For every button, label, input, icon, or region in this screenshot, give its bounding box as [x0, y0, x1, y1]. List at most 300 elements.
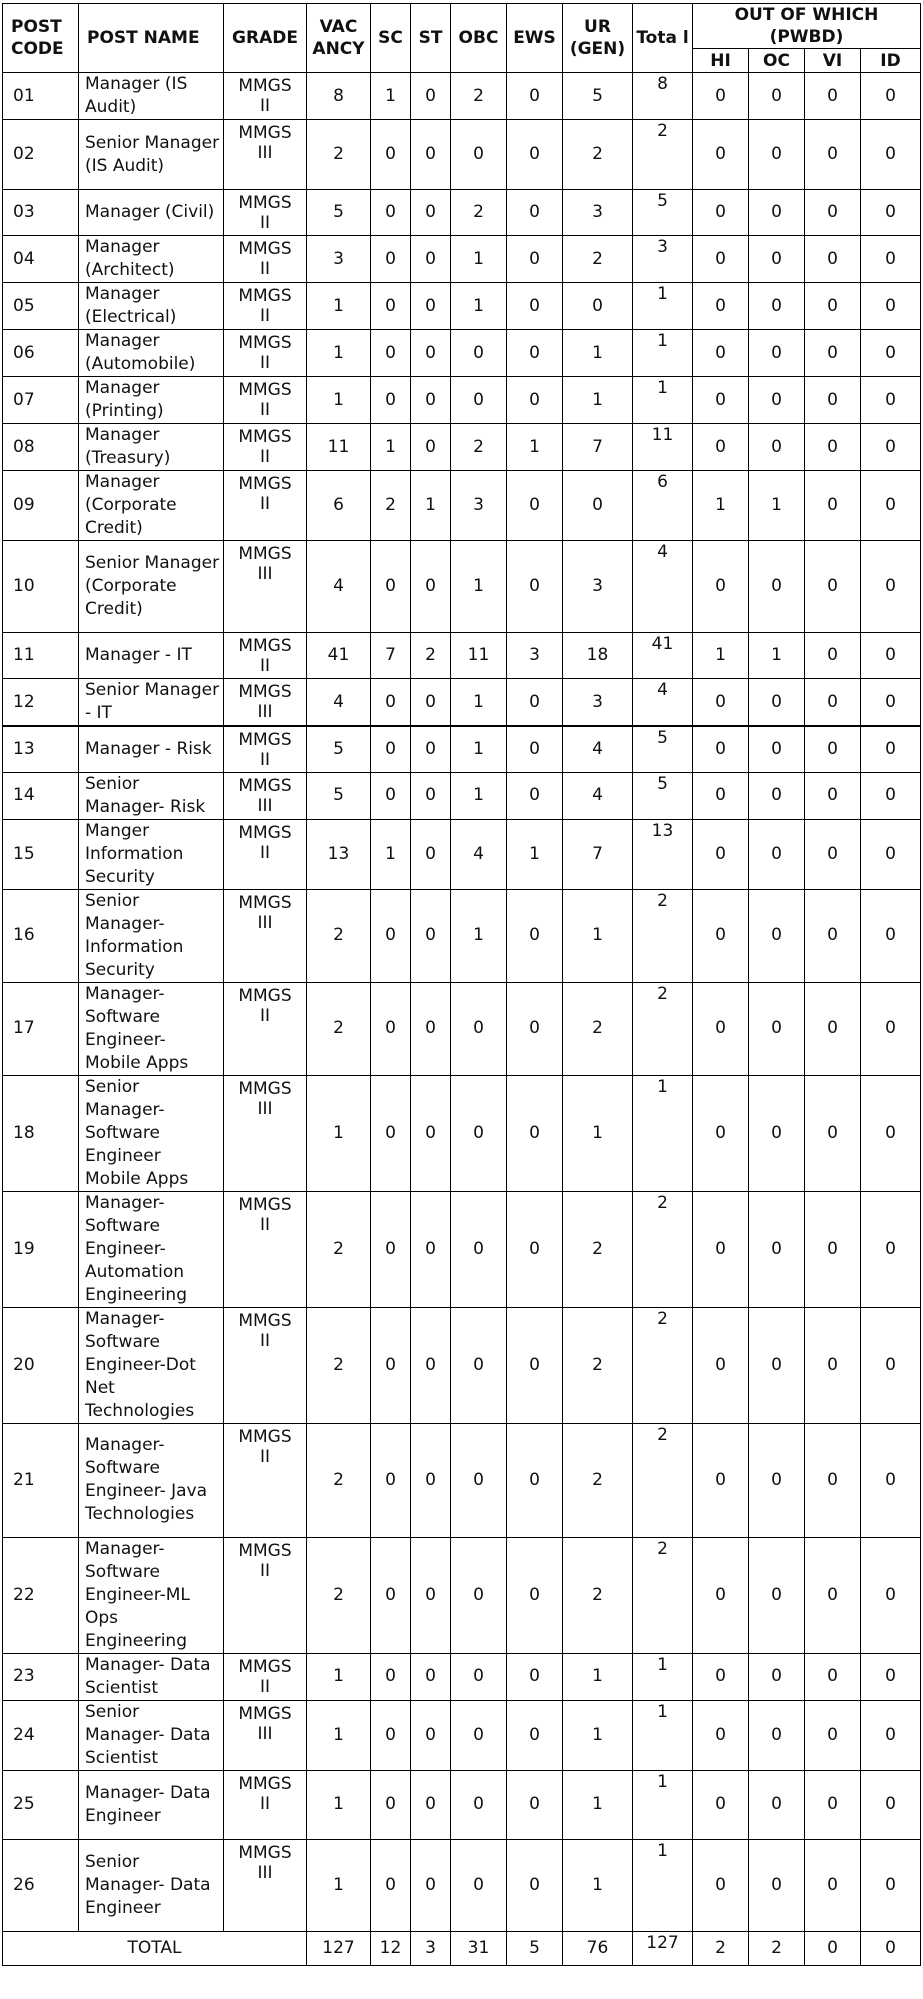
grade-line: MMGS [238, 333, 292, 353]
post-code-cell: 23 [3, 1653, 79, 1700]
total-cell: 8 [633, 73, 693, 120]
grade-line: MMGS [238, 1773, 292, 1794]
sc-cell: 1 [371, 819, 411, 889]
id-cell: 0 [861, 424, 921, 471]
grade-cell [224, 772, 307, 819]
grade-line: II [259, 1446, 271, 1467]
grade-line: II [259, 656, 271, 676]
post-code-cell: 22 [3, 1537, 79, 1653]
grade-line: II [259, 306, 271, 326]
table-row [3, 471, 921, 541]
oc-cell: 0 [749, 330, 805, 377]
hi-cell: 0 [693, 1700, 749, 1770]
obc-cell: 0 [451, 377, 507, 424]
header-oc: OC [749, 49, 805, 73]
vi-cell: 0 [805, 1653, 861, 1700]
table-row [3, 633, 921, 679]
grade-cell [224, 424, 307, 471]
total-st: 3 [411, 1931, 451, 1965]
grade-line: MMGS [238, 193, 292, 213]
hi-cell: 0 [693, 1075, 749, 1191]
post-name-cell: Senior Manager- Information Security [79, 889, 224, 982]
vi-cell: 0 [805, 73, 861, 120]
id-cell: 0 [861, 236, 921, 283]
id-cell: 0 [861, 726, 921, 772]
grade-line: II [259, 1676, 271, 1697]
grade-cell [224, 889, 307, 982]
header-grade: GRADE [224, 4, 307, 73]
vacancy-cell: 2 [307, 1191, 371, 1307]
total-cell: 1 [633, 1700, 693, 1770]
grade-line: II [259, 447, 271, 467]
ur-cell: 2 [563, 1191, 633, 1307]
ews-cell: 0 [507, 541, 563, 633]
vacancy-cell: 2 [307, 1537, 371, 1653]
table-row [3, 679, 921, 727]
post-code-cell: 16 [3, 889, 79, 982]
post-code-cell: 01 [3, 73, 79, 120]
vacancy-cell: 2 [307, 1423, 371, 1537]
grade-line: MMGS [238, 123, 292, 143]
st-cell: 0 [411, 1770, 451, 1839]
obc-cell: 0 [451, 1653, 507, 1700]
obc-cell: 0 [451, 1307, 507, 1423]
oc-cell: 1 [749, 471, 805, 541]
grade-line: II [259, 400, 271, 420]
post-code-cell: 02 [3, 120, 79, 190]
table-row [3, 541, 921, 633]
post-name-cell: Manager- Software Engineer-ML Ops Engineering [79, 1537, 224, 1653]
sc-cell: 0 [371, 236, 411, 283]
grade-line: II [259, 1330, 271, 1351]
id-cell: 0 [861, 1307, 921, 1423]
grade-line: II [259, 842, 271, 863]
grade-line: MMGS [238, 380, 292, 400]
sc-cell: 0 [371, 541, 411, 633]
hi-cell: 0 [693, 1653, 749, 1700]
obc-cell: 1 [451, 772, 507, 819]
ur-cell: 2 [563, 236, 633, 283]
ur-cell: 1 [563, 1075, 633, 1191]
ews-cell: 0 [507, 1075, 563, 1191]
st-cell: 0 [411, 377, 451, 424]
vi-cell: 0 [805, 190, 861, 236]
sc-cell: 0 [371, 283, 411, 330]
sc-cell: 0 [371, 377, 411, 424]
id-cell: 0 [861, 283, 921, 330]
total-cell: 5 [633, 726, 693, 772]
table-row [3, 1423, 921, 1537]
ur-cell: 1 [563, 1770, 633, 1839]
hi-cell: 0 [693, 982, 749, 1075]
hi-cell: 0 [693, 1191, 749, 1307]
oc-cell: 0 [749, 1839, 805, 1931]
table-footer [3, 1931, 921, 1965]
vi-cell: 0 [805, 424, 861, 471]
total-cell: 1 [633, 1075, 693, 1191]
ews-cell: 0 [507, 73, 563, 120]
vi-cell: 0 [805, 377, 861, 424]
table-row [3, 377, 921, 424]
id-cell: 0 [861, 1839, 921, 1931]
post-code-cell: 04 [3, 236, 79, 283]
post-name-cell: Manager (Civil) [79, 190, 224, 236]
header-vacancy: VAC ANCY [307, 4, 371, 73]
ur-cell: 2 [563, 1307, 633, 1423]
hi-cell: 0 [693, 1839, 749, 1931]
vi-cell: 0 [805, 471, 861, 541]
ews-cell: 0 [507, 679, 563, 727]
post-name-cell: Manager- Software Engineer- Automation Engineering [79, 1191, 224, 1307]
vacancy-cell: 2 [307, 982, 371, 1075]
total-cell: 1 [633, 330, 693, 377]
sc-cell: 0 [371, 330, 411, 377]
total-id: 0 [861, 1931, 921, 1965]
obc-cell: 0 [451, 982, 507, 1075]
grade-line: III [257, 1862, 273, 1883]
grade-line: MMGS [238, 286, 292, 306]
grade-line: III [257, 912, 273, 933]
ur-cell: 7 [563, 819, 633, 889]
grade-line: MMGS [238, 775, 292, 796]
sc-cell: 0 [371, 1423, 411, 1537]
oc-cell: 0 [749, 424, 805, 471]
total-ur: 76 [563, 1931, 633, 1965]
ews-cell: 3 [507, 633, 563, 679]
total-cell: 1 [633, 1839, 693, 1931]
total-cell: 13 [633, 819, 693, 889]
grade-line: II [259, 494, 271, 514]
obc-cell: 0 [451, 330, 507, 377]
st-cell: 0 [411, 120, 451, 190]
hi-cell: 0 [693, 679, 749, 727]
grade-line: II [259, 213, 271, 233]
post-code-cell: 26 [3, 1839, 79, 1931]
post-code-cell: 25 [3, 1770, 79, 1839]
grade-line: MMGS [238, 427, 292, 447]
total-cell: 2 [633, 889, 693, 982]
obc-cell: 0 [451, 120, 507, 190]
ur-cell: 2 [563, 1537, 633, 1653]
sc-cell: 0 [371, 772, 411, 819]
st-cell: 0 [411, 1700, 451, 1770]
header-st: ST [411, 4, 451, 73]
id-cell: 0 [861, 1700, 921, 1770]
st-cell: 0 [411, 1075, 451, 1191]
st-cell: 0 [411, 1537, 451, 1653]
total-row [3, 1931, 921, 1965]
grade-line: MMGS [238, 1310, 292, 1331]
post-code-cell: 11 [3, 633, 79, 679]
post-name-cell: Senior Manager (IS Audit) [79, 120, 224, 190]
oc-cell: 0 [749, 1537, 805, 1653]
post-name-cell: Manager- Software Engineer- Java Technologies [79, 1423, 224, 1537]
total-cell: 1 [633, 1653, 693, 1700]
vi-cell: 0 [805, 236, 861, 283]
vacancy-cell: 1 [307, 1700, 371, 1770]
ur-cell: 1 [563, 330, 633, 377]
grade-line: III [257, 564, 273, 584]
oc-cell: 0 [749, 1423, 805, 1537]
ews-cell: 0 [507, 236, 563, 283]
post-name-cell: Manager- Data Scientist [79, 1653, 224, 1700]
post-name-cell: Manager- Data Engineer [79, 1770, 224, 1839]
post-code-cell: 20 [3, 1307, 79, 1423]
post-code-cell: 07 [3, 377, 79, 424]
obc-cell: 1 [451, 679, 507, 727]
sc-cell: 0 [371, 726, 411, 772]
total-cell: 2 [633, 982, 693, 1075]
table-row [3, 1839, 921, 1931]
post-name-cell: Manager- Software Engineer- Mobile Apps [79, 982, 224, 1075]
ews-cell: 0 [507, 471, 563, 541]
grade-line: II [259, 353, 271, 373]
ews-cell: 0 [507, 120, 563, 190]
header-post-name: POST NAME [79, 4, 224, 73]
oc-cell: 0 [749, 236, 805, 283]
ews-cell: 0 [507, 190, 563, 236]
ews-cell: 0 [507, 1191, 563, 1307]
id-cell: 0 [861, 377, 921, 424]
sc-cell: 0 [371, 1307, 411, 1423]
vi-cell: 0 [805, 1537, 861, 1653]
st-cell: 0 [411, 73, 451, 120]
ews-cell: 0 [507, 330, 563, 377]
oc-cell: 0 [749, 1191, 805, 1307]
grade-line: MMGS [238, 239, 292, 259]
st-cell: 0 [411, 236, 451, 283]
vacancy-cell: 1 [307, 377, 371, 424]
vi-cell: 0 [805, 283, 861, 330]
hi-cell: 1 [693, 471, 749, 541]
table-row [3, 889, 921, 982]
ur-cell: 3 [563, 679, 633, 727]
grade-line: II [259, 259, 271, 279]
id-cell: 0 [861, 541, 921, 633]
table-row [3, 1307, 921, 1423]
grade-cell [224, 1770, 307, 1839]
grade-line: MMGS [238, 1078, 292, 1099]
total-vi: 0 [805, 1931, 861, 1965]
oc-cell: 0 [749, 541, 805, 633]
st-cell: 0 [411, 772, 451, 819]
oc-cell: 0 [749, 726, 805, 772]
grade-cell [224, 679, 307, 727]
ews-cell: 0 [507, 889, 563, 982]
ur-cell: 0 [563, 283, 633, 330]
grade-line: MMGS [238, 1540, 292, 1561]
vi-cell: 0 [805, 541, 861, 633]
post-name-cell: Senior Manager (Corporate Credit) [79, 541, 224, 633]
hi-cell: 0 [693, 889, 749, 982]
ur-cell: 2 [563, 1423, 633, 1537]
grade-line: III [257, 1723, 273, 1744]
vi-cell: 0 [805, 1191, 861, 1307]
grade-cell [224, 819, 307, 889]
oc-cell: 0 [749, 982, 805, 1075]
header-id: ID [861, 49, 921, 73]
id-cell: 0 [861, 120, 921, 190]
id-cell: 0 [861, 1423, 921, 1537]
post-name-cell: Manager (Treasury) [79, 424, 224, 471]
ews-cell: 0 [507, 377, 563, 424]
id-cell: 0 [861, 330, 921, 377]
ews-cell: 0 [507, 1839, 563, 1931]
grade-line: MMGS [238, 1426, 292, 1447]
grade-line: MMGS [238, 985, 292, 1006]
grade-line: II [259, 1560, 271, 1581]
hi-cell: 0 [693, 1423, 749, 1537]
obc-cell: 0 [451, 1075, 507, 1191]
oc-cell: 0 [749, 679, 805, 727]
vacancy-cell: 5 [307, 726, 371, 772]
obc-cell: 1 [451, 541, 507, 633]
vi-cell: 0 [805, 819, 861, 889]
grade-line: MMGS [238, 1842, 292, 1863]
st-cell: 0 [411, 819, 451, 889]
post-name-cell: Manager - IT [79, 633, 224, 679]
table-row [3, 236, 921, 283]
ews-cell: 0 [507, 982, 563, 1075]
hi-cell: 0 [693, 819, 749, 889]
vi-cell: 0 [805, 633, 861, 679]
total-sc: 12 [371, 1931, 411, 1965]
total-cell: 2 [633, 1423, 693, 1537]
obc-cell: 3 [451, 471, 507, 541]
ews-cell: 0 [507, 283, 563, 330]
obc-cell: 0 [451, 1537, 507, 1653]
grade-line: MMGS [238, 730, 292, 750]
oc-cell: 0 [749, 73, 805, 120]
grade-cell [224, 1307, 307, 1423]
vacancy-cell: 2 [307, 120, 371, 190]
grade-line: MMGS [238, 544, 292, 564]
grade-cell [224, 190, 307, 236]
post-name-cell: Manager (Printing) [79, 377, 224, 424]
vi-cell: 0 [805, 1700, 861, 1770]
vi-cell: 0 [805, 1423, 861, 1537]
post-name-cell: Senior Manager- Risk [79, 772, 224, 819]
total-cell: 2 [633, 120, 693, 190]
grade-cell [224, 236, 307, 283]
st-cell: 0 [411, 889, 451, 982]
post-code-cell: 24 [3, 1700, 79, 1770]
id-cell: 0 [861, 471, 921, 541]
header-pwbd-group: OUT OF WHICH (PWBD) [693, 4, 921, 49]
st-cell: 0 [411, 424, 451, 471]
obc-cell: 11 [451, 633, 507, 679]
post-code-cell: 03 [3, 190, 79, 236]
post-code-cell: 13 [3, 726, 79, 772]
oc-cell: 0 [749, 1770, 805, 1839]
st-cell: 0 [411, 1307, 451, 1423]
total-cell: 11 [633, 424, 693, 471]
sc-cell: 1 [371, 73, 411, 120]
table-row [3, 982, 921, 1075]
st-cell: 0 [411, 190, 451, 236]
grade-cell [224, 330, 307, 377]
vacancy-cell: 41 [307, 633, 371, 679]
obc-cell: 4 [451, 819, 507, 889]
st-cell: 0 [411, 283, 451, 330]
ur-cell: 18 [563, 633, 633, 679]
grade-cell [224, 1423, 307, 1537]
id-cell: 0 [861, 772, 921, 819]
id-cell: 0 [861, 679, 921, 727]
hi-cell: 0 [693, 424, 749, 471]
hi-cell: 0 [693, 1307, 749, 1423]
hi-cell: 0 [693, 541, 749, 633]
grade-line: MMGS [238, 1703, 292, 1724]
post-code-cell: 08 [3, 424, 79, 471]
total-ews: 5 [507, 1931, 563, 1965]
post-code-cell: 21 [3, 1423, 79, 1537]
total-obc: 31 [451, 1931, 507, 1965]
sc-cell: 0 [371, 1770, 411, 1839]
ews-cell: 0 [507, 1537, 563, 1653]
obc-cell: 0 [451, 1770, 507, 1839]
ur-cell: 1 [563, 377, 633, 424]
grade-cell [224, 633, 307, 679]
id-cell: 0 [861, 1537, 921, 1653]
id-cell: 0 [861, 982, 921, 1075]
vacancy-cell: 8 [307, 73, 371, 120]
ews-cell: 0 [507, 1423, 563, 1537]
sc-cell: 0 [371, 889, 411, 982]
ews-cell: 0 [507, 1653, 563, 1700]
table-row [3, 330, 921, 377]
grade-line: MMGS [238, 76, 292, 96]
ews-cell: 1 [507, 819, 563, 889]
oc-cell: 0 [749, 772, 805, 819]
table-row [3, 726, 921, 772]
header-post-code: POST CODE [3, 4, 79, 73]
vacancy-table [2, 3, 921, 1966]
st-cell: 0 [411, 679, 451, 727]
table-row [3, 73, 921, 120]
total-hi: 2 [693, 1931, 749, 1965]
obc-cell: 0 [451, 1191, 507, 1307]
table-row [3, 819, 921, 889]
st-cell: 1 [411, 471, 451, 541]
ur-cell: 1 [563, 1839, 633, 1931]
table-row [3, 772, 921, 819]
vi-cell: 0 [805, 330, 861, 377]
vacancy-cell: 1 [307, 1839, 371, 1931]
oc-cell: 0 [749, 1075, 805, 1191]
total-vacancy: 127 [307, 1931, 371, 1965]
hi-cell: 0 [693, 120, 749, 190]
post-code-cell: 15 [3, 819, 79, 889]
vacancy-cell: 1 [307, 1770, 371, 1839]
vacancy-cell: 4 [307, 679, 371, 727]
post-name-cell: Senior Manager- Data Scientist [79, 1700, 224, 1770]
ews-cell: 0 [507, 726, 563, 772]
table-row [3, 1191, 921, 1307]
obc-cell: 1 [451, 726, 507, 772]
post-name-cell: Manager (Architect) [79, 236, 224, 283]
total-cell: 3 [633, 236, 693, 283]
grade-cell [224, 471, 307, 541]
grade-line: MMGS [238, 822, 292, 843]
post-code-cell: 10 [3, 541, 79, 633]
obc-cell: 2 [451, 190, 507, 236]
st-cell: 0 [411, 1423, 451, 1537]
grade-line: III [257, 795, 273, 816]
ur-cell: 4 [563, 726, 633, 772]
post-name-cell: Manager- Software Engineer-Dot Net Technologies [79, 1307, 224, 1423]
ur-cell: 3 [563, 190, 633, 236]
